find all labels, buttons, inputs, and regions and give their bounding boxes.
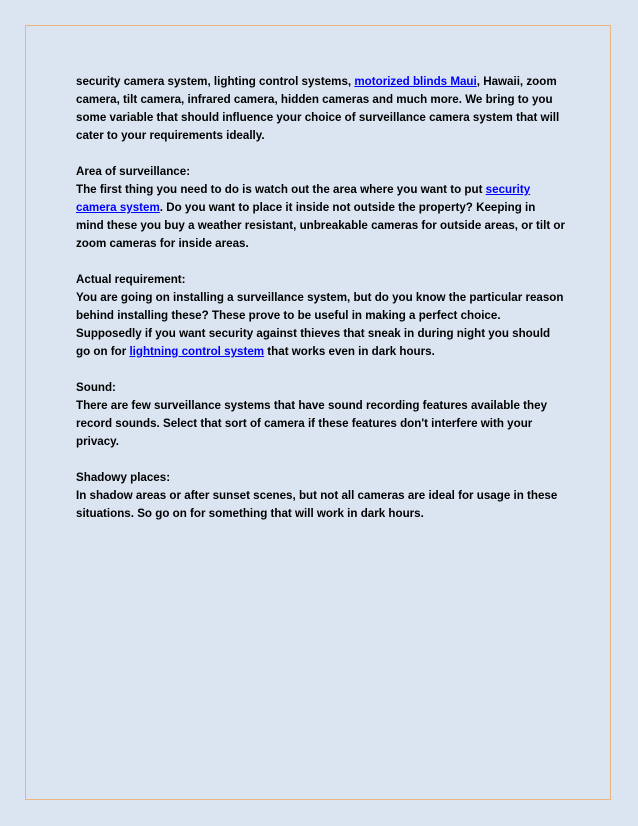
section-actual-requirement: [76, 271, 566, 361]
paragraph-text: You are going on installing a surveillance system, but do you know the particular reason behind installing these? These prove to be useful in making a perfect choice. Supposedly if you want security against thieves that sneak in during night you should go on for: [76, 291, 564, 358]
paragraph-text: In shadow areas or after sunset scenes, but not all cameras are ideal for usage in these situations. So go on for something that will work in dark hours.: [76, 489, 558, 520]
link-lightning-control-system[interactable]: lightning control system: [129, 345, 265, 358]
section-area-of-surveillance: [76, 163, 566, 253]
paragraph-text: security camera system, lighting control systems,: [76, 75, 355, 88]
section-shadowy-places: [76, 469, 566, 523]
section-heading: Sound:: [76, 381, 116, 394]
paragraph-text: . Do you want to place it inside not outside the property? Keeping in mind these you buy a weather resistant, unbreakable cameras for outside areas, or tilt or zoom cameras for inside areas.: [76, 201, 566, 250]
section-heading: Actual requirement:: [76, 273, 186, 286]
paragraph-text: that works even in dark hours.: [264, 345, 435, 358]
section-heading: Shadowy places:: [76, 471, 171, 484]
paragraph-intro: [76, 73, 566, 145]
section-heading: Area of surveillance:: [76, 165, 191, 178]
paragraph-text: , Hawaii, zoom camera, tilt camera, infrared camera, hidden cameras and much more. We bring to you some variable that should influence your choice of surveillance camera system that will cater to your requirements ideally.: [76, 75, 560, 142]
document-body: [76, 73, 566, 541]
link-security-camera-system[interactable]: security camera system: [76, 183, 531, 214]
paragraph-text: The first thing you need to do is watch out the area where you want to put: [76, 183, 486, 196]
section-sound: [76, 379, 566, 451]
paragraph-text: There are few surveillance systems that have sound recording features available they record sounds. Select that sort of camera if these features don't interfere with your privacy.: [76, 399, 548, 448]
link-motorized-blinds-maui[interactable]: motorized blinds Maui: [354, 75, 477, 88]
